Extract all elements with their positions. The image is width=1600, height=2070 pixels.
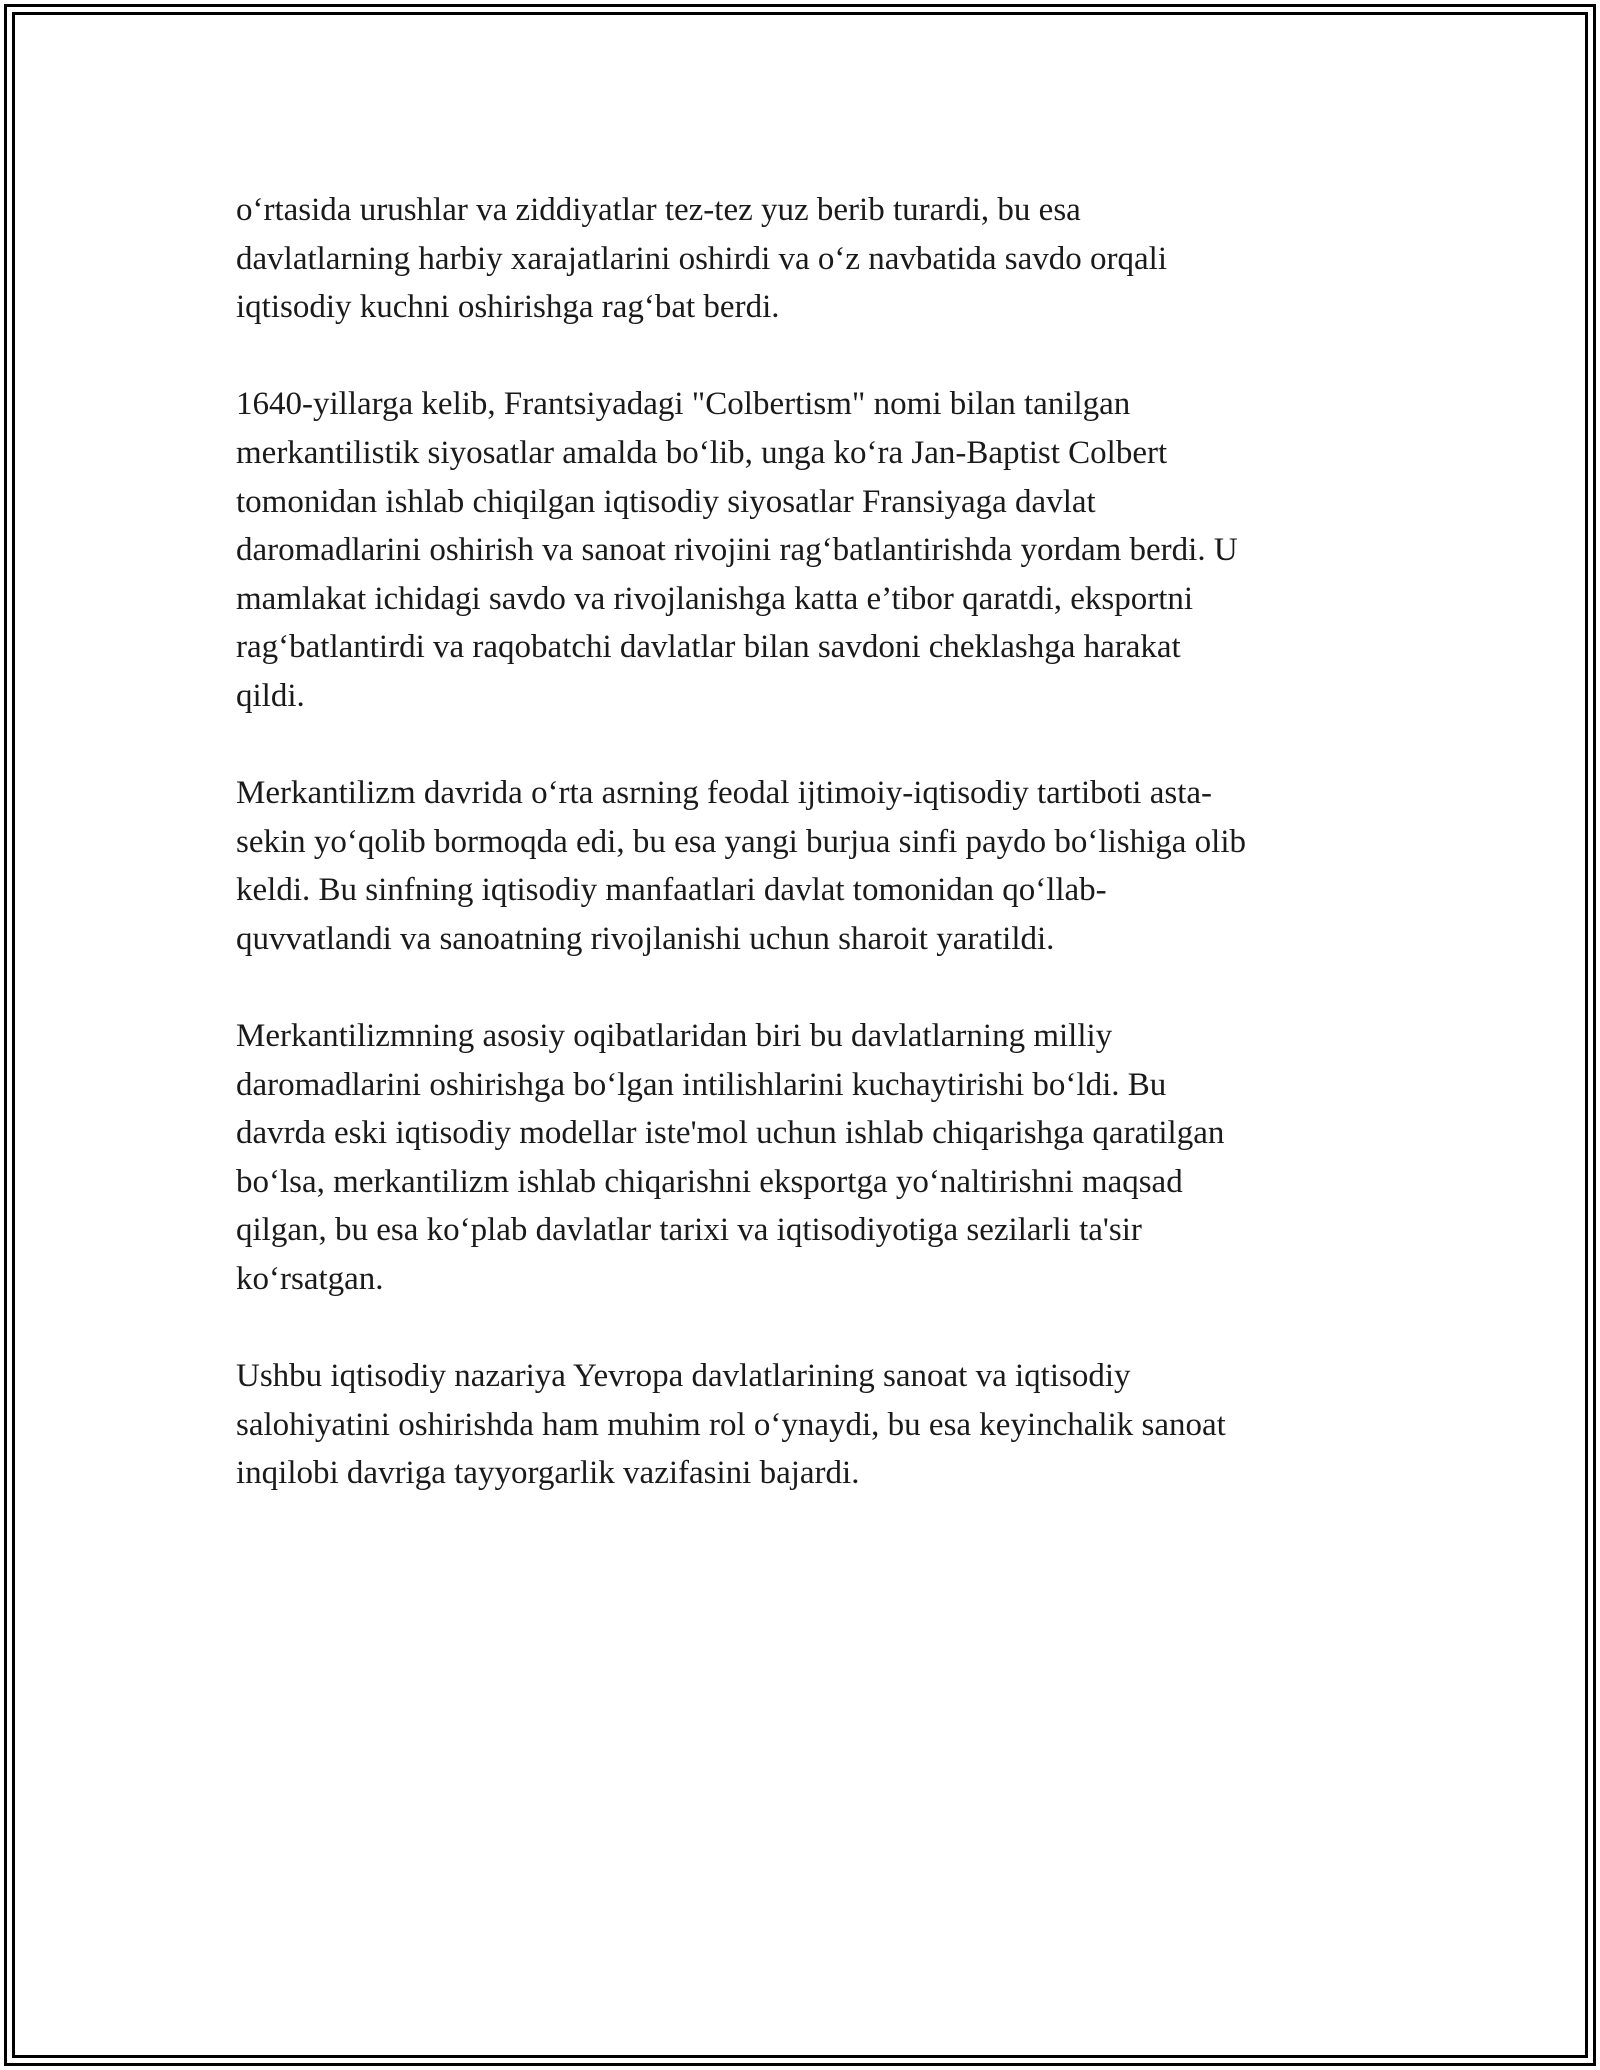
text-line: qildi. [236, 677, 305, 714]
paragraph-3 [236, 769, 1376, 963]
text-line: quvvatlandi va sanoatning rivojlanishi uchun sharoit yaratildi. [236, 920, 1055, 957]
text-line: Merkantilizmning asosiy oqibatlaridan biri bu davlatlarning milliy [236, 1018, 1113, 1055]
text-line: daromadlarini oshirish va sanoat rivojini rag‘batlantirishda yordam berdi. U [236, 532, 1238, 569]
text-line: salohiyatini oshirishda ham muhim rol o‘ynaydi, bu esa keyinchalik sanoat [236, 1406, 1226, 1443]
text-line: iqtisodiy kuchni oshirishga rag‘bat berdi. [236, 289, 780, 326]
text-line: daromadlarini oshirishga bo‘lgan intilishlarini kuchaytirishi bo‘ldi. Bu [236, 1066, 1167, 1103]
text-line: davrda eski iqtisodiy modellar iste'mol uchun ishlab chiqarishga qaratilgan [236, 1115, 1225, 1152]
paragraph-2 [236, 380, 1376, 720]
text-line: Ushbu iqtisodiy nazariya Yevropa davlatlarining sanoat va iqtisodiy [236, 1358, 1131, 1395]
text-line: Merkantilizm davrida o‘rta asrning feodal ijtimoiy-iqtisodiy tartiboti asta- [236, 775, 1212, 812]
text-line: ko‘rsatgan. [236, 1261, 384, 1298]
text-line: sekin yo‘qolib bormoqda edi, bu esa yangi burjua sinfi paydo bo‘lishiga olib [236, 823, 1246, 860]
text-line: 1640-yillarga kelib, Frantsiyadagi "Colbertism" nomi bilan tanilgan [236, 386, 1131, 423]
text-line: keldi. Bu sinfning iqtisodiy manfaatlari davlat tomonidan qo‘llab- [236, 872, 1107, 909]
document-body [236, 186, 1376, 1547]
text-line: tomonidan ishlab chiqilgan iqtisodiy siyosatlar Fransiyaga davlat [236, 483, 1096, 520]
paragraph-5 [236, 1352, 1376, 1498]
text-line: mamlakat ichidagi savdo va rivojlanishga katta e’tibor qaratdi, eksportni [236, 580, 1194, 617]
text-line: davlatlarning harbiy xarajatlarini oshirdi va o‘z navbatida savdo orqali [236, 240, 1168, 277]
text-line: rag‘batlantirdi va raqobatchi davlatlar bilan savdoni cheklashga harakat [236, 629, 1181, 666]
paragraph-1 [236, 186, 1376, 332]
text-line: qilgan, bu esa ko‘plab davlatlar tarixi va iqtisodiyotiga sezilarli ta'sir [236, 1212, 1142, 1249]
text-line: bo‘lsa, merkantilizm ishlab chiqarishni eksportga yo‘naltirishni maqsad [236, 1163, 1183, 1200]
paragraph-4 [236, 1012, 1376, 1304]
text-line: merkantilistik siyosatlar amalda bo‘lib, unga ko‘ra Jan-Baptist Colbert [236, 434, 1168, 471]
text-line: o‘rtasida urushlar va ziddiyatlar tez-tez yuz berib turardi, bu esa [236, 192, 1081, 228]
text-line: inqilobi davriga tayyorgarlik vazifasini bajardi. [236, 1455, 860, 1492]
